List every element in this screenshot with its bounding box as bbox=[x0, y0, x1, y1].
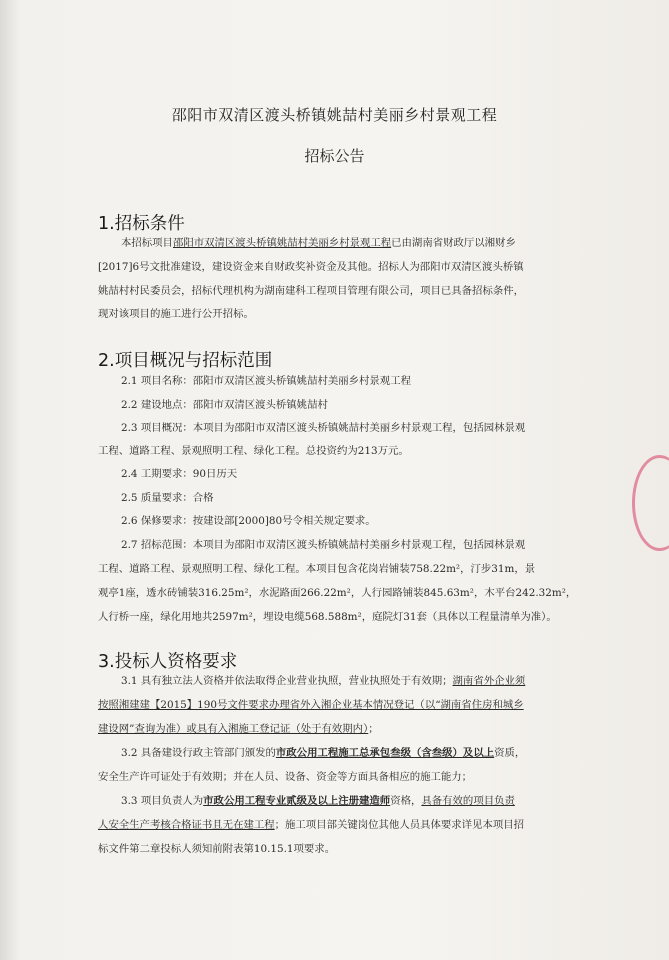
document-subtitle: 招标公告 bbox=[304, 147, 365, 165]
list-item: 2.2 建设地点：邵阳市双清区渡头桥镇姚喆村 bbox=[121, 399, 328, 411]
list-item: 3.1 具有独立法人资格并依法取得企业营业执照，营业执照处于有效期；湖南省外企业须 bbox=[121, 675, 526, 687]
list-item: 2.5 质量要求：合格 bbox=[121, 492, 214, 504]
section-heading-2: 2.项目概况与招标范围 bbox=[98, 351, 273, 371]
list-item: 2.4 工期要求：90日历天 bbox=[121, 468, 238, 480]
list-item: 3.3 项目负责人为市政公用工程专业贰级及以上注册建造师资格，具备有效的项目负责 bbox=[121, 795, 515, 807]
section-heading-1: 1.招标条件 bbox=[98, 214, 185, 234]
paragraph-line: 工程、道路工程、景观照明工程、绿化工程。本项目包含花岗岩铺装758.22m²，汀步31m，景 bbox=[98, 563, 536, 575]
paragraph-line: 人安全生产考核合格证书且无在建工程；施工项目部关键岗位其他人员具体要求详见本项目招 bbox=[98, 819, 525, 831]
paragraph-line: 建设网”查询为准）或具有入湘施工登记证（处于有效期内）； bbox=[98, 723, 379, 735]
paragraph-line: 标文件第二章投标人须知前附表第10.15.1项要求。 bbox=[98, 843, 336, 855]
paragraph-line: 人行桥一座，绿化用地共2597m²，埋设电缆568.588m²，庭院灯31套（具体以工程量清单为准）。 bbox=[98, 611, 557, 623]
section-heading-3: 3.投标人资格要求 bbox=[98, 652, 238, 672]
list-item: 2.3 项目概况：本项目为邵阳市双清区渡头桥镇姚喆村美丽乡村景观工程，包括园林景观 bbox=[121, 422, 526, 434]
document-title: 邵阳市双清区渡头桥镇姚喆村美丽乡村景观工程 bbox=[171, 106, 498, 124]
paragraph-line: 现对该项目的施工进行公开招标。 bbox=[98, 308, 254, 320]
seal-stamp-edge bbox=[632, 455, 669, 551]
paragraph-line: 观亭1座，透水砖铺装316.25m²，水泥路面266.22m²，人行园路铺装845.63m²，木平台242.32m²， bbox=[98, 587, 577, 599]
list-item: 2.6 保修要求：按建设部[2000]80号令相关规定要求。 bbox=[121, 515, 376, 527]
paragraph-line: [2017]6号文批准建设，建设资金来自财政奖补资金及其他。招标人为邵阳市双清区渡头桥镇 bbox=[98, 261, 524, 273]
paragraph-line: 安全生产许可证处于有效期；并在人员、设备、资金等方面具备相应的施工能力； bbox=[98, 771, 473, 783]
paragraph-line: 按照湘建建【2015】190号文件要求办理省外入湘企业基本情况登记（以“湖南省住房和城乡 bbox=[98, 699, 524, 711]
list-item: 2.1 项目名称：邵阳市双清区渡头桥镇姚喆村美丽乡村景观工程 bbox=[121, 375, 411, 387]
paragraph-line: 本招标项目邵阳市双清区渡头桥镇姚喆村美丽乡村景观工程已由湖南省财政厅以湘财乡 bbox=[121, 237, 516, 249]
list-item: 2.7 招标范围：本项目为邵阳市双清区渡头桥镇姚喆村美丽乡村景观工程，包括园林景观 bbox=[121, 539, 526, 551]
paragraph-line: 工程、道路工程、景观照明工程、绿化工程。总投资约为213万元。 bbox=[98, 445, 409, 457]
paragraph-line: 姚喆村村民委员会，招标代理机构为湖南建科工程项目管理有限公司，项目已具备招标条件， bbox=[98, 285, 525, 297]
list-item: 3.2 具备建设行政主管部门颁发的市政公用工程施工总承包叁级（含叁级）及以上资质， bbox=[121, 747, 526, 759]
